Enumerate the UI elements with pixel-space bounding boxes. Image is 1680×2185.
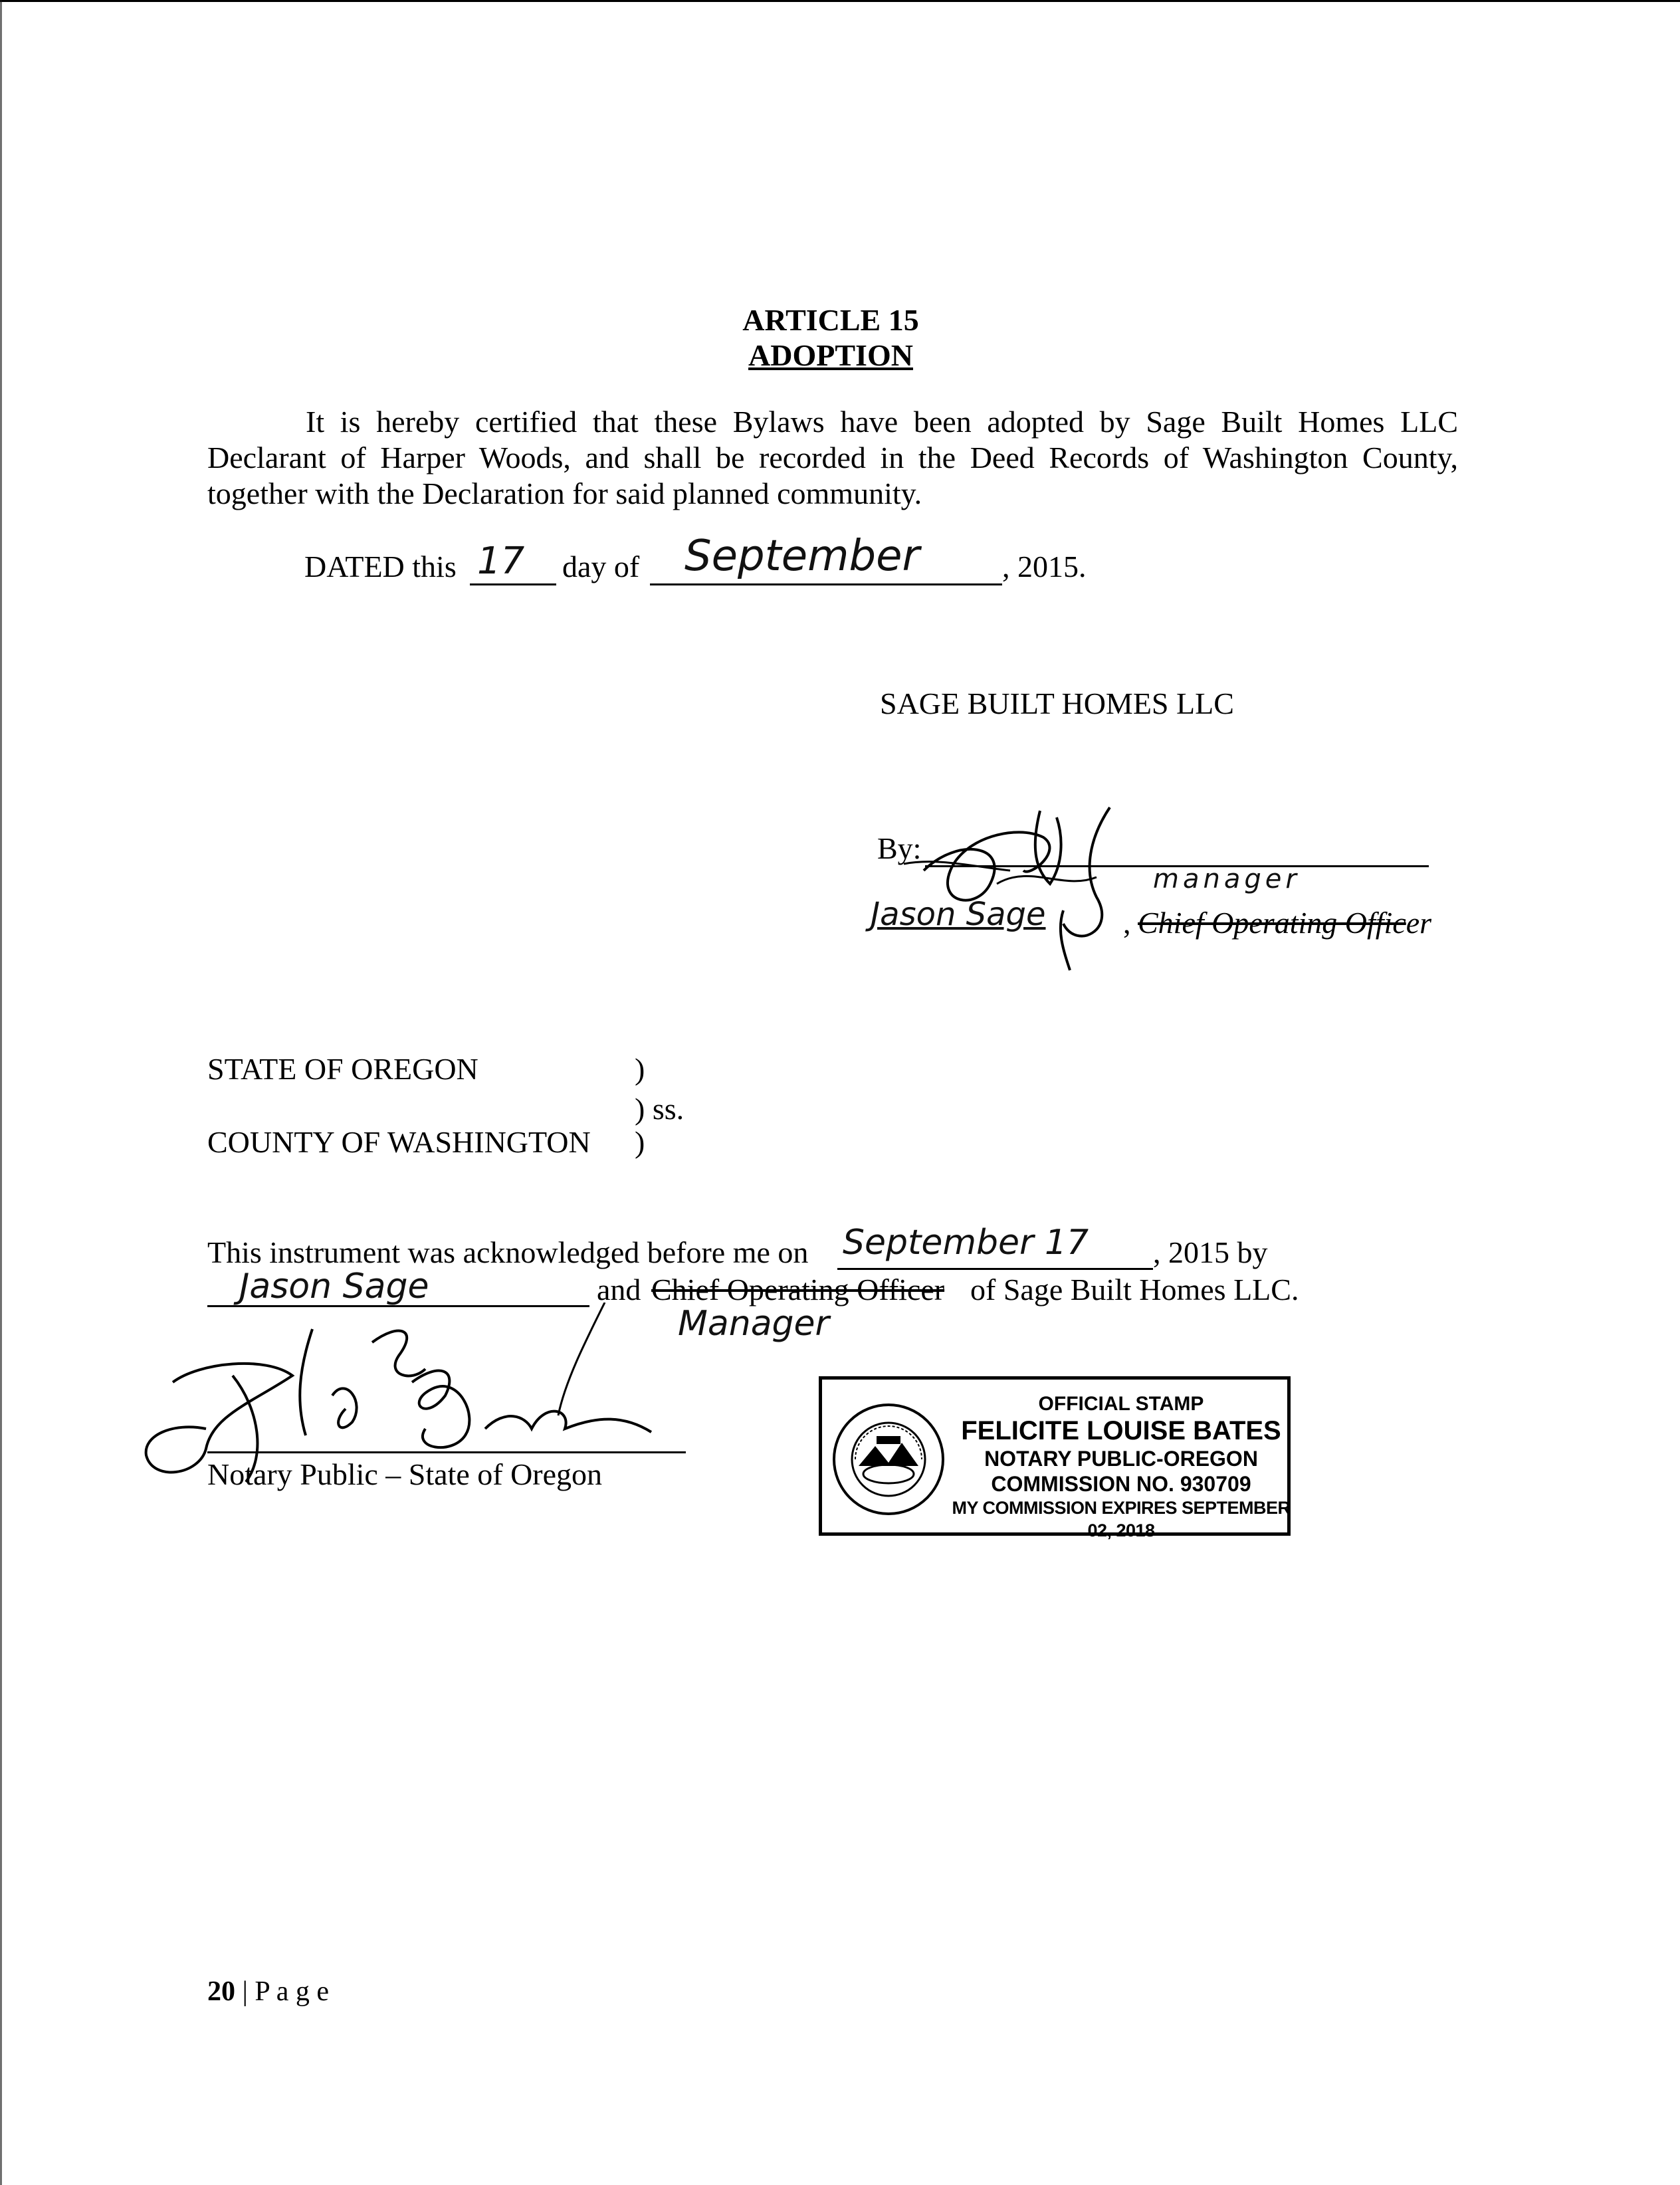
title-tail-text: er xyxy=(1406,906,1432,940)
signer-title-handwritten: manager xyxy=(1153,864,1301,894)
signer-signature-scribble xyxy=(897,797,1183,977)
venue-county: COUNTY OF WASHINGTON xyxy=(207,1125,591,1159)
dated-day-handwritten: 17 xyxy=(477,540,525,583)
adoption-paragraph xyxy=(207,404,1458,512)
ack-date-handwritten: September 17 xyxy=(843,1223,1089,1263)
paragraph-line-2: Declarant of Harper Woods, and shall be recorded in the Deed Records of Washington County, xyxy=(207,441,1458,474)
paragraph-line-3: together with the Declaration for said planned community. xyxy=(207,476,922,510)
month-blank-line xyxy=(650,583,1002,585)
signer-title-struck xyxy=(1138,905,1431,940)
title-struck-text: Chief Operating Offic xyxy=(1138,906,1406,940)
company-name: SAGE BUILT HOMES LLC xyxy=(880,686,1234,720)
official-notary-stamp xyxy=(819,1376,1291,1540)
ack-title-struck: Chief Operating Officer xyxy=(651,1273,945,1306)
ack-prefix: This instrument was acknowledged before me on xyxy=(207,1235,809,1269)
venue-state: STATE OF OREGON xyxy=(207,1052,478,1086)
oregon-state-seal-icon xyxy=(829,1400,948,1519)
notary-signature-line xyxy=(207,1451,686,1453)
ack-and: and xyxy=(597,1273,641,1306)
signer-name-handwritten: Jason Sage xyxy=(871,896,1046,933)
article-number: ARTICLE 15 xyxy=(742,303,919,337)
stamp-line-5: MY COMMISSION EXPIRES SEPTEMBER 02, 2018 xyxy=(952,1498,1291,1540)
scan-edge-top xyxy=(0,0,1680,2)
page-label: | P a g e xyxy=(242,1976,329,2007)
page-footer xyxy=(207,1976,329,2008)
dated-prefix: DATED this xyxy=(304,550,457,583)
notary-label: Notary Public – State of Oregon xyxy=(207,1457,603,1491)
ack-date-blank-line xyxy=(837,1268,1153,1270)
venue-paren-1: ) xyxy=(635,1052,645,1086)
venue-paren-3: ) xyxy=(635,1125,645,1159)
stamp-text-block xyxy=(948,1393,1294,1542)
stamp-line-3: NOTARY PUBLIC-OREGON xyxy=(984,1447,1258,1471)
scan-edge-left xyxy=(0,0,2,2185)
ack-year-suffix: , 2015 by xyxy=(1153,1235,1268,1269)
ack-title-handwritten: Manager xyxy=(678,1304,829,1344)
venue-ss: ) ss. xyxy=(635,1092,684,1126)
stamp-line-4: COMMISSION NO. 930709 xyxy=(991,1472,1251,1496)
article-title: ADOPTION xyxy=(748,338,913,372)
page-number: 20 xyxy=(207,1976,235,2007)
signer-comma: , xyxy=(1123,906,1131,940)
stamp-line-2: FELICITE LOUISE BATES xyxy=(961,1416,1281,1445)
dated-suffix: , 2015. xyxy=(1002,550,1087,583)
ack-name-handwritten: Jason Sage xyxy=(239,1267,429,1306)
dated-mid: day of xyxy=(562,550,640,583)
ack-tail: of Sage Built Homes LLC. xyxy=(970,1273,1299,1306)
paragraph-line-1: It is hereby certified that these Bylaws have been adopted by Sage Built Homes LLC xyxy=(306,405,1458,439)
day-blank-line xyxy=(470,583,556,585)
dated-month-handwritten: September xyxy=(684,532,920,581)
by-label: By: xyxy=(877,831,922,865)
stamp-line-1: OFFICIAL STAMP xyxy=(1038,1393,1204,1415)
